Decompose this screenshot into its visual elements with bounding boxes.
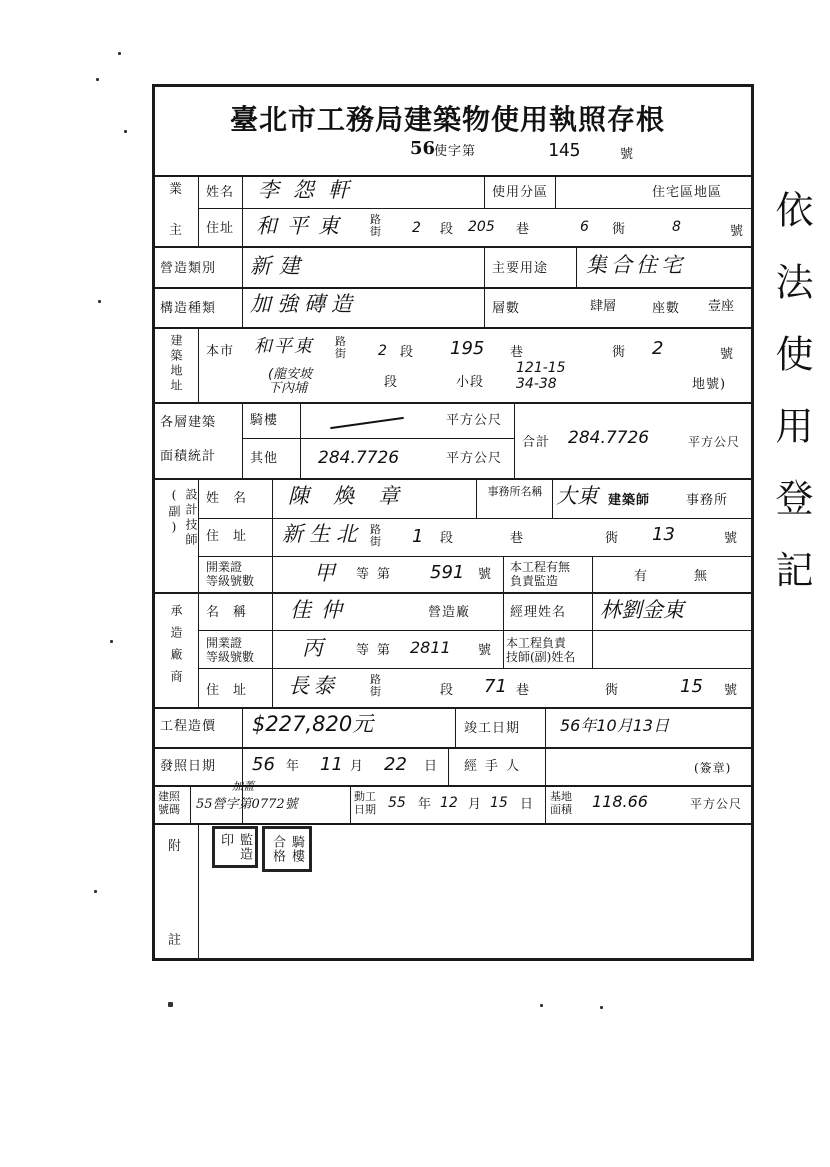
owner-nong: 衖	[612, 222, 627, 237]
main-use-value: 集合住宅	[586, 253, 686, 277]
notes-label-2: 註	[168, 933, 183, 948]
site-lu-jie: 路 街	[335, 335, 346, 361]
frame-left	[152, 84, 155, 961]
handler-label: 經手人	[464, 759, 528, 774]
col-line	[484, 246, 485, 328]
arcade-strike	[330, 417, 404, 429]
total-unit: 平方公尺	[688, 435, 741, 449]
frame-bottom	[152, 958, 754, 961]
contractor-lu-jie: 路 街	[370, 673, 381, 699]
contractor-hao-num: 15	[680, 676, 703, 697]
contractor-license-num: 2811	[410, 638, 451, 657]
total-label: 合計	[522, 435, 551, 450]
designer-license-deng: 等第	[356, 567, 399, 582]
col-line	[503, 592, 504, 669]
owner-address-street: 和平東	[256, 214, 349, 238]
start-m: 月	[468, 797, 483, 812]
col-line	[514, 402, 515, 479]
col-line	[555, 175, 556, 208]
site-xiang-num: 195	[450, 338, 485, 359]
col-line	[484, 175, 485, 208]
site-duan-num: 2	[378, 343, 387, 359]
col-line	[448, 747, 449, 786]
designer-duan: 段	[440, 531, 455, 546]
start-y: 年	[418, 797, 433, 812]
designer-name-value: 陳煥章	[288, 484, 423, 508]
other-value: 284.7726	[318, 448, 400, 468]
col-line	[552, 478, 553, 518]
col-line	[350, 785, 351, 824]
owner-name-value: 李怨軒	[258, 178, 363, 202]
designer-duan-num: 1	[412, 526, 424, 547]
col-line	[198, 823, 199, 960]
issue-d: 日	[424, 759, 439, 774]
site-label: 建築地址	[169, 334, 183, 394]
row-line	[242, 438, 514, 439]
owner-xiang-num: 205	[468, 219, 495, 235]
land-value: 118.66	[592, 792, 648, 811]
designer-office-suffix: 建築師	[608, 493, 651, 508]
designer-office-label-2: 事務所	[686, 493, 729, 508]
sign-label: (簽章)	[694, 761, 732, 775]
issue-y: 年	[286, 759, 301, 774]
site-nong-num: 2	[652, 338, 664, 359]
issue-year: 56	[252, 754, 275, 775]
row-line	[198, 556, 754, 557]
col-line	[576, 246, 577, 287]
arcade-label: 騎樓	[250, 413, 279, 428]
site-hao: 號	[720, 347, 735, 362]
zone-value: 住宅區地區	[652, 185, 723, 200]
owner-name-label: 姓名	[206, 185, 235, 200]
site-city: 本市	[206, 344, 235, 359]
scan-speck	[110, 640, 113, 643]
scan-speck	[118, 52, 121, 55]
scan-speck	[540, 1004, 543, 1007]
land-label: 基地面積	[550, 790, 572, 817]
owner-address-label: 住址	[206, 221, 235, 236]
contractor-license-deng: 等第	[356, 643, 399, 658]
owner-label-2: 主	[169, 223, 184, 238]
designer-hao-num: 13	[652, 524, 675, 545]
owner-label-1: 業	[169, 182, 184, 197]
designer-lu-jie: 路 街	[370, 523, 381, 549]
row-line	[152, 592, 754, 594]
supervision-value: 有	[634, 569, 649, 584]
scan-speck	[124, 130, 127, 133]
frame-right	[751, 84, 754, 961]
permit-label: 建照號碼	[158, 790, 180, 817]
right-margin-text: 依法使用登記	[769, 190, 813, 622]
zone-label: 使用分區	[492, 185, 549, 200]
supervision-suffix: 無	[694, 569, 709, 584]
col-line	[198, 175, 199, 247]
contractor-xiang-num: 71	[484, 676, 507, 697]
start-month: 12	[440, 795, 458, 811]
floors-value: 肆層	[590, 299, 617, 314]
owner-hao: 號	[730, 224, 745, 239]
designer-nong: 衖	[605, 531, 620, 546]
designer-office-value: 大東	[556, 484, 598, 508]
contractor-name-label: 名稱	[206, 605, 261, 620]
floors-label: 層數	[492, 301, 521, 316]
structure-label: 構造種類	[160, 301, 217, 316]
start-day: 15	[490, 795, 508, 811]
total-value: 284.7726	[568, 428, 650, 448]
other-unit: 平方公尺	[446, 451, 503, 466]
col-line	[242, 246, 243, 328]
completion-value: 56年10月13日	[560, 716, 670, 735]
col-line	[545, 707, 546, 748]
site-lot-numbers: 121-15 34-38	[516, 360, 566, 393]
designer-address-street: 新生北	[282, 522, 363, 546]
col-line	[272, 478, 273, 708]
site-street: 和平東	[254, 336, 314, 357]
site-sub-section: 小段	[456, 375, 485, 390]
construction-type-label: 營造類別	[160, 261, 217, 276]
start-d: 日	[520, 797, 535, 812]
col-line	[198, 327, 199, 403]
arcade-unit: 平方公尺	[446, 413, 503, 428]
notes-label-1: 附	[168, 839, 183, 854]
seat-label: 座數	[652, 301, 681, 316]
designer-license-num: 591	[430, 562, 465, 583]
contractor-xiang: 巷	[516, 683, 531, 698]
permit-year: 56	[410, 138, 436, 159]
site-duan-2: 段	[384, 375, 399, 390]
seat-value: 壹座	[708, 299, 735, 314]
frame-top	[152, 84, 754, 87]
col-line	[592, 592, 593, 669]
scan-speck	[168, 1002, 173, 1007]
site-nong: 衖	[612, 345, 627, 360]
col-line	[545, 747, 546, 786]
scan-speck	[94, 890, 97, 893]
contractor-address-label: 住址	[206, 683, 261, 698]
designer-license-label: 開業證 等級號數	[206, 560, 255, 589]
seal-stamp: 騎樓 合格	[262, 826, 312, 872]
col-line	[300, 402, 301, 479]
cost-value: $227,820元	[252, 712, 374, 736]
designer-name-label: 姓名	[206, 491, 261, 506]
owner-lu-jie: 路 街	[370, 213, 381, 239]
designer-hao: 號	[724, 531, 739, 546]
area-label-1: 各層建築	[160, 415, 217, 430]
col-line	[190, 785, 191, 824]
col-line	[242, 175, 243, 247]
contractor-nong: 衖	[605, 683, 620, 698]
row-line	[198, 208, 754, 209]
contractor-license-hao: 號	[478, 643, 493, 658]
tech-label: 本工程負責 技師(副)姓名	[506, 636, 576, 665]
owner-xiang: 巷	[516, 222, 531, 237]
row-line	[198, 630, 754, 631]
col-line	[503, 556, 504, 593]
site-xiang: 巷	[510, 345, 525, 360]
land-unit: 平方公尺	[690, 797, 743, 811]
contractor-license-label: 開業證 等級號數	[206, 636, 255, 665]
manager-label: 經理姓名	[510, 605, 567, 620]
document-title: 臺北市工務局建築物使用執照存根	[230, 103, 666, 136]
contractor-license-grade: 丙	[302, 636, 323, 660]
permit-prefix: 使字第	[434, 144, 477, 159]
area-label-2: 面積統計	[160, 449, 217, 464]
owner-duan: 段	[440, 222, 455, 237]
start-year: 55	[388, 795, 406, 811]
designer-license-hao: 號	[478, 567, 493, 582]
construction-type-value: 新建	[250, 254, 308, 278]
owner-hao-num: 8	[672, 219, 681, 235]
owner-nong-num: 6	[580, 219, 589, 235]
scan-speck	[98, 300, 101, 303]
contractor-hao: 號	[724, 683, 739, 698]
site-duan: 段	[400, 345, 415, 360]
contractor-label: 承造廠商	[169, 604, 183, 692]
cost-label: 工程造價	[160, 719, 217, 734]
supervision-label: 本工程有無 負責監造	[510, 560, 571, 589]
scan-speck	[600, 1006, 603, 1009]
issue-label: 發照日期	[160, 759, 217, 774]
issue-month: 11	[320, 754, 343, 775]
scan-speck	[96, 78, 99, 81]
contractor-duan: 段	[440, 683, 455, 698]
seal-stamp: 監造 印	[212, 826, 258, 868]
designer-xiang: 巷	[510, 531, 525, 546]
row-line	[198, 518, 754, 519]
site-lot-label: 地號)	[692, 377, 727, 392]
start-label: 動工日期	[354, 790, 376, 817]
permit-note: 加蓋	[232, 780, 254, 793]
col-line	[545, 785, 546, 824]
col-line	[242, 402, 243, 479]
permit-suffix: 號	[620, 147, 635, 162]
permit-value: 55營字第0772號	[196, 797, 298, 812]
main-use-label: 主要用途	[492, 261, 549, 276]
issue-m: 月	[350, 759, 365, 774]
designer-address-label: 住址	[206, 529, 261, 544]
completion-label: 竣工日期	[464, 721, 521, 736]
contractor-name-value: 佳仲	[290, 598, 352, 622]
col-line	[592, 556, 593, 593]
designer-office-label: 事務所名稱	[487, 485, 543, 498]
issue-day: 22	[384, 754, 407, 775]
site-old-section: (龍安坡 下內埔	[268, 367, 313, 396]
manager-value: 林劉金東	[600, 598, 684, 622]
designer-license-grade: 甲	[314, 561, 335, 585]
designer-label: 設計技師(副)	[167, 488, 198, 548]
other-label: 其他	[250, 451, 279, 466]
structure-value: 加強磚造	[250, 292, 358, 316]
row-line	[198, 668, 754, 669]
owner-duan-num: 2	[412, 220, 421, 236]
permit-number: 145	[548, 140, 581, 161]
contractor-address-street: 長泰	[288, 674, 338, 698]
contractor-suffix: 營造廠	[428, 605, 471, 620]
col-line	[455, 707, 456, 748]
col-line	[476, 478, 477, 518]
